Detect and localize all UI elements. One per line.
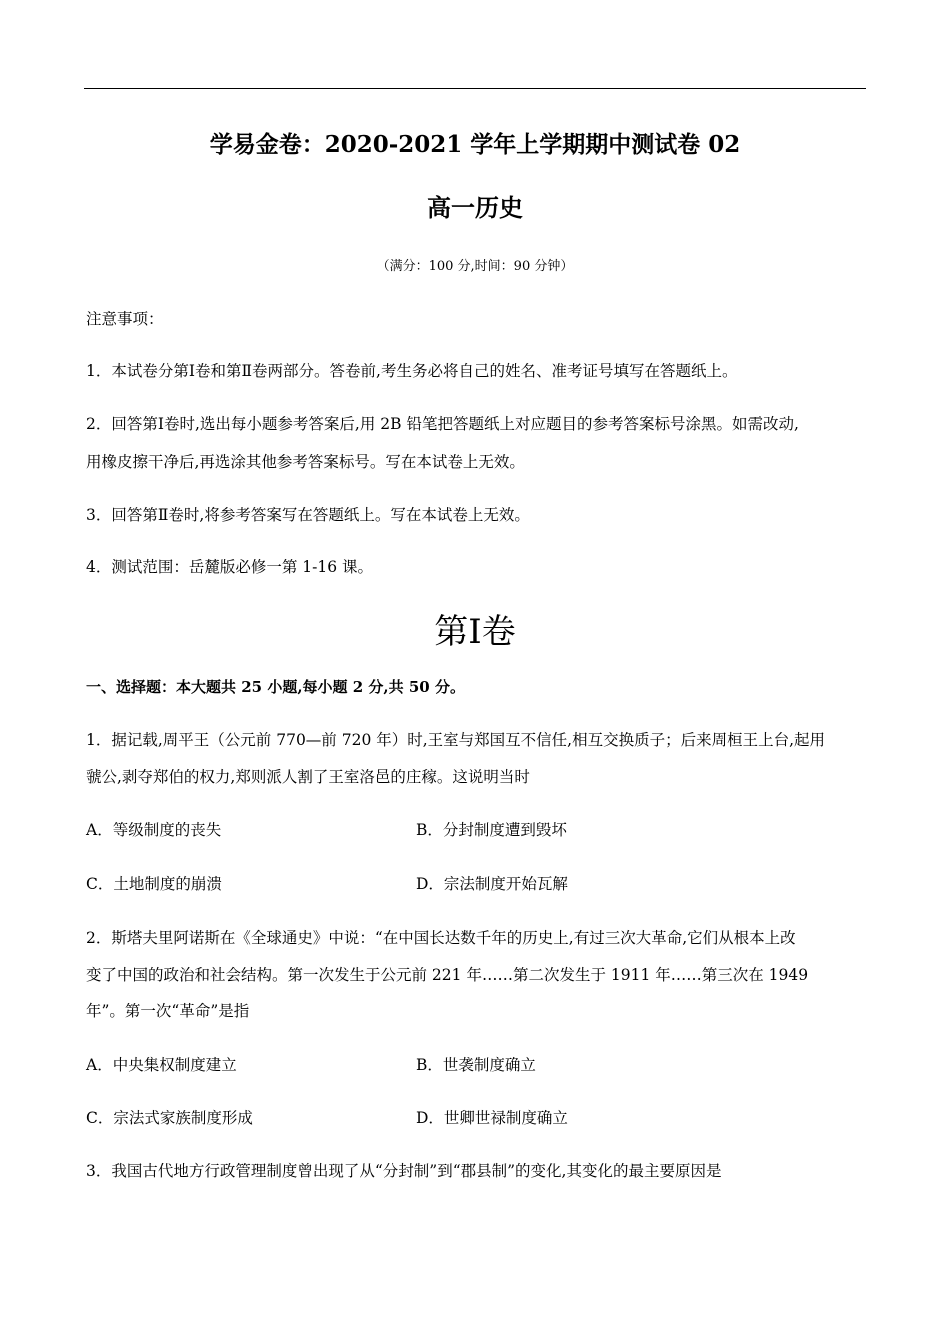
exam-title: 学易金卷：2020-2021 学年上学期期中测试卷 02	[209, 131, 741, 158]
question-2-option-d: D．世卿世禄制度确立	[416, 1109, 568, 1127]
question-1-option-c: C．土地制度的崩溃	[86, 875, 222, 893]
question-2-line: 变了中国的政治和社会结构。第一次发生于公元前 221 年……第二次发生于 1911 年……第三次在 1949	[86, 966, 809, 984]
question-2-option-c: C．宗法式家族制度形成	[86, 1109, 253, 1127]
notice-item: 用橡皮擦干净后,再选涂其他参考答案标号。写在本试卷上无效。	[86, 453, 525, 471]
section-instruction: 一、选择题：本大题共 25 小题,每小题 2 分,共 50 分。	[86, 678, 465, 696]
question-1-option-d: D．宗法制度开始瓦解	[416, 875, 568, 893]
notice-heading: 注意事项：	[86, 310, 164, 328]
notice-item: 3．回答第Ⅱ卷时,将参考答案写在答题纸上。写在本试卷上无效。	[86, 506, 530, 524]
notice-item: 4．测试范围：岳麓版必修一第 1-16 课。	[86, 558, 374, 576]
question-1-line: 虢公,剥夺郑伯的权力,郑则派人割了王室洛邑的庄稼。这说明当时	[86, 768, 530, 786]
question-1-option-b: B．分封制度遭到毁坏	[416, 821, 567, 839]
question-3-line: 3．我国古代地方行政管理制度曾出现了从“分封制”到“郡县制”的变化,其变化的最主要原因是	[86, 1162, 722, 1180]
question-2-line: 2．斯塔夫里阿诺斯在《全球通史》中说：“在中国长达数千年的历史上,有过三次大革命,它们从根本上改	[86, 929, 796, 947]
exam-subject: 高一历史	[427, 193, 523, 222]
question-2-option-a: A．中央集权制度建立	[86, 1056, 237, 1074]
exam-score-time: （满分：100 分,时间：90 分钟）	[376, 259, 574, 274]
question-2-option-b: B．世袭制度确立	[416, 1056, 536, 1074]
question-1-line: 1．据记载,周平王（公元前 770—前 720 年）时,王室与郑国互不信任,相互交换质子；后来周桓王上台,起用	[86, 731, 826, 749]
question-1-option-a: A．等级制度的丧失	[86, 821, 222, 839]
question-2-line: 年”。第一次“革命”是指	[86, 1002, 250, 1020]
notice-item: 1．本试卷分第Ⅰ卷和第Ⅱ卷两部分。答卷前,考生务必将自己的姓名、准考证号填写在答题纸上。	[86, 362, 738, 380]
notice-item: 2．回答第Ⅰ卷时,选出每小题参考答案后,用 2B 铅笔把答题纸上对应题目的参考答案标号涂黑。如需改动,	[86, 415, 799, 433]
section-heading: 第Ⅰ卷	[434, 612, 516, 652]
header-rule	[84, 88, 866, 89]
